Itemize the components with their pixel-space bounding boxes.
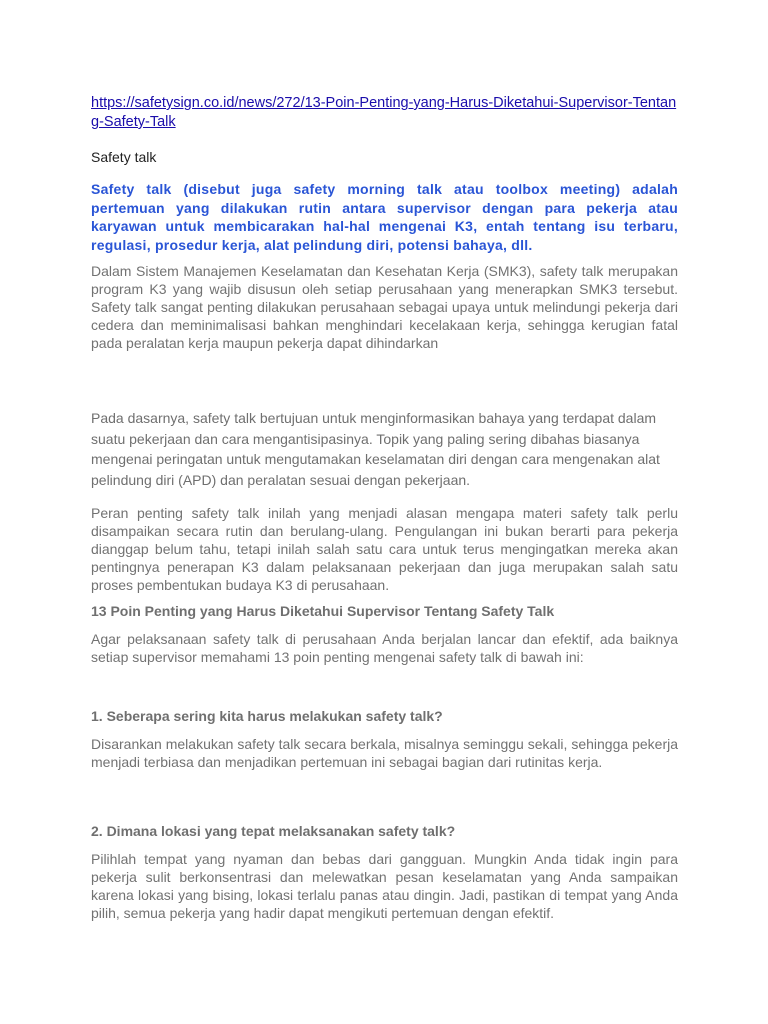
paragraph-importance: Peran penting safety talk inilah yang menjadi alasan mengapa materi safety talk perlu disampaikan secara rutin dan berulang-ulang. Pengulangan ini bukan berarti para pekerja dianggap belum tahu, tetapi inilah salah satu cara untuk terus mengingatkan mereka akan pentingnya penerapan K3 dalam pelaksanaan pekerjaan dan juga merupakan salah satu proses pembentukan budaya K3 di perusahaan. (91, 505, 678, 593)
paragraph-smk3: Dalam Sistem Manajemen Keselamatan dan Kesehatan Kerja (SMK3), safety talk merupakan program K3 yang wajib disusun oleh setiap perusahaan yang menerapkan SMK3 tersebut. Safety talk sangat penting dilakukan perusahaan sebagai upaya untuk melindungi pekerja dari cedera dan meminimalisasi bahkan menghindari kecelakaan kerja, sehingga kerugian fatal pada peralatan kerja maupun pekerja dapat dihindarkan (91, 263, 678, 351)
point-answer: Disarankan melakukan safety talk secara berkala, misalnya seminggu sekali, sehingga pekerja menjadi terbiasa dan menjadikan pertemuan ini sebagai bagian dari rutinitas kerja. (91, 736, 678, 770)
point-question: 2. Dimana lokasi yang tepat melaksanakan safety talk? (91, 823, 456, 839)
section-heading: 13 Poin Penting yang Harus Diketahui Supervisor Tentang Safety Talk (91, 603, 555, 619)
paragraph-purpose: Pada dasarnya, safety talk bertujuan untuk menginformasikan bahaya yang terdapat dalam suatu pekerjaan dan cara mengantisipasinya. Topik yang paling sering dibahas biasanya mengenai peringatan untuk mengutamakan keselamatan diri dengan cara mengenakan alat pelindung diri (APD) dan peralatan sesuai dengan pekerjaan. (91, 410, 660, 488)
paragraph-intro-points: Agar pelaksanaan safety talk di perusahaan Anda berjalan lancar dan efektif, ada baiknya setiap supervisor memahami 13 poin penting mengenai safety talk di bawah ini: (91, 631, 678, 665)
lead-paragraph: Safety talk (disebut juga safety morning talk atau toolbox meeting) adalah pertemuan yang dilakukan rutin antara supervisor dengan para pekerja atau karyawan untuk membicarakan hal-hal mengenai K3, entah tentang isu terbaru, regulasi, prosedur kerja, alat pelindung diri, potensi bahaya, dll. (91, 181, 678, 253)
document-title: Safety talk (91, 149, 157, 165)
point-question: 1. Seberapa sering kita harus melakukan safety talk? (91, 708, 443, 724)
point-answer: Pilihlah tempat yang nyaman dan bebas dari gangguan. Mungkin Anda tidak ingin para pekerja sulit berkonsentrasi dan melewatkan pesan keselamatan yang Anda sampaikan karena lokasi yang bising, lokasi terlalu panas atau dingin. Jadi, pastikan di tempat yang Anda pilih, semua pekerja yang hadir dapat mengikuti pertemuan dengan efektif. (91, 851, 678, 921)
source-link[interactable]: https://safetysign.co.id/news/272/13-Poin-Penting-yang-Harus-Diketahui-Supervisor-Tentang-Safety-Talk (91, 95, 677, 130)
